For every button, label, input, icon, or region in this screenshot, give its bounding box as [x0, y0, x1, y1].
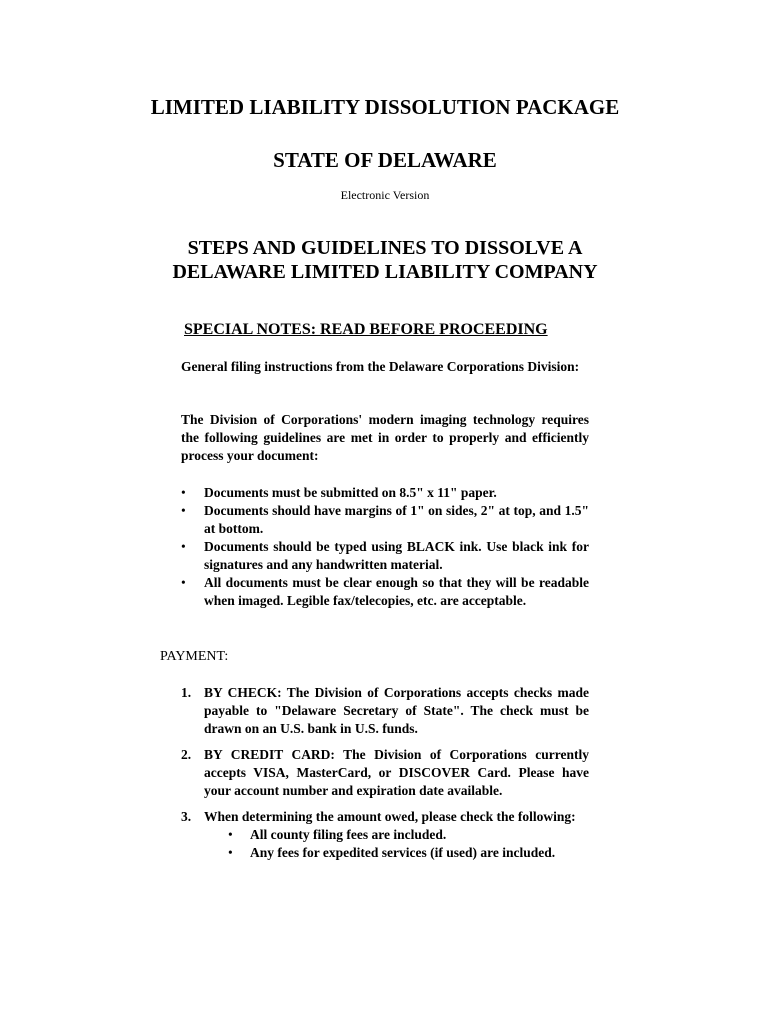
- version-label: Electronic Version: [340, 188, 430, 202]
- bullet-icon: •: [181, 575, 186, 590]
- bullet-icon: •: [228, 845, 233, 860]
- bullet-icon: •: [181, 485, 186, 500]
- item-number: 2.: [181, 747, 192, 762]
- guideline-text: Documents should have margins of 1" on sides, 2" at top, and 1.5" at bottom.: [204, 503, 589, 536]
- bullet-icon: •: [228, 827, 233, 842]
- list-item: [181, 502, 589, 538]
- general-instructions-text: General filing instructions from the Delaware Corporations Division:: [181, 359, 580, 374]
- list-item: [181, 574, 589, 610]
- state-title: STATE OF DELAWARE: [273, 148, 497, 172]
- list-item: [204, 844, 589, 862]
- payment-item-text: BY CREDIT CARD: The Division of Corporations currently accepts VISA, MasterCard, or DISCOVER Card. Please have your account number and expiration date available.: [204, 747, 589, 798]
- steps-heading-line-2: DELAWARE LIMITED LIABILITY COMPANY: [172, 261, 598, 283]
- steps-heading-line-1: STEPS AND GUIDELINES TO DISSOLVE A: [187, 237, 583, 259]
- payment-list: [181, 684, 589, 870]
- payment-heading: PAYMENT:: [160, 649, 229, 664]
- payment-item: [181, 808, 589, 862]
- fee-checklist: [204, 826, 589, 862]
- division-paragraph: The Division of Corporations' modern imaging technology requires the following guidelines are met in order to properly and efficiently process your document:: [181, 412, 589, 463]
- guideline-text: Documents should be typed using BLACK ink. Use black ink for signatures and any handwritten material.: [204, 539, 589, 572]
- document-title: LIMITED LIABILITY DISSOLUTION PACKAGE: [150, 95, 620, 119]
- list-item: [204, 826, 589, 844]
- payment-item: [181, 746, 589, 800]
- special-notes-heading: SPECIAL NOTES: READ BEFORE PROCEEDING: [184, 321, 548, 338]
- payment-item: [181, 684, 589, 738]
- item-number: 1.: [181, 685, 192, 700]
- item-number: 3.: [181, 809, 192, 824]
- steps-heading: [0, 236, 770, 284]
- guideline-text: Documents must be submitted on 8.5" x 11" paper.: [204, 485, 497, 500]
- checklist-text: Any fees for expedited services (if used) are included.: [250, 845, 556, 860]
- bullet-icon: •: [181, 503, 186, 518]
- guidelines-list: [181, 484, 589, 610]
- payment-item-text: BY CHECK: The Division of Corporations accepts checks made payable to "Delaware Secretary of State". The check must be drawn on an U.S. bank in U.S. funds.: [204, 685, 589, 736]
- payment-item-text: When determining the amount owed, please check the following:: [204, 809, 576, 824]
- guideline-text: All documents must be clear enough so that they will be readable when imaged. Legible fax/telecopies, etc. are acceptable.: [204, 575, 589, 608]
- list-item: [181, 484, 589, 502]
- list-item: [181, 538, 589, 574]
- bullet-icon: •: [181, 539, 186, 554]
- checklist-text: All county filing fees are included.: [250, 827, 447, 842]
